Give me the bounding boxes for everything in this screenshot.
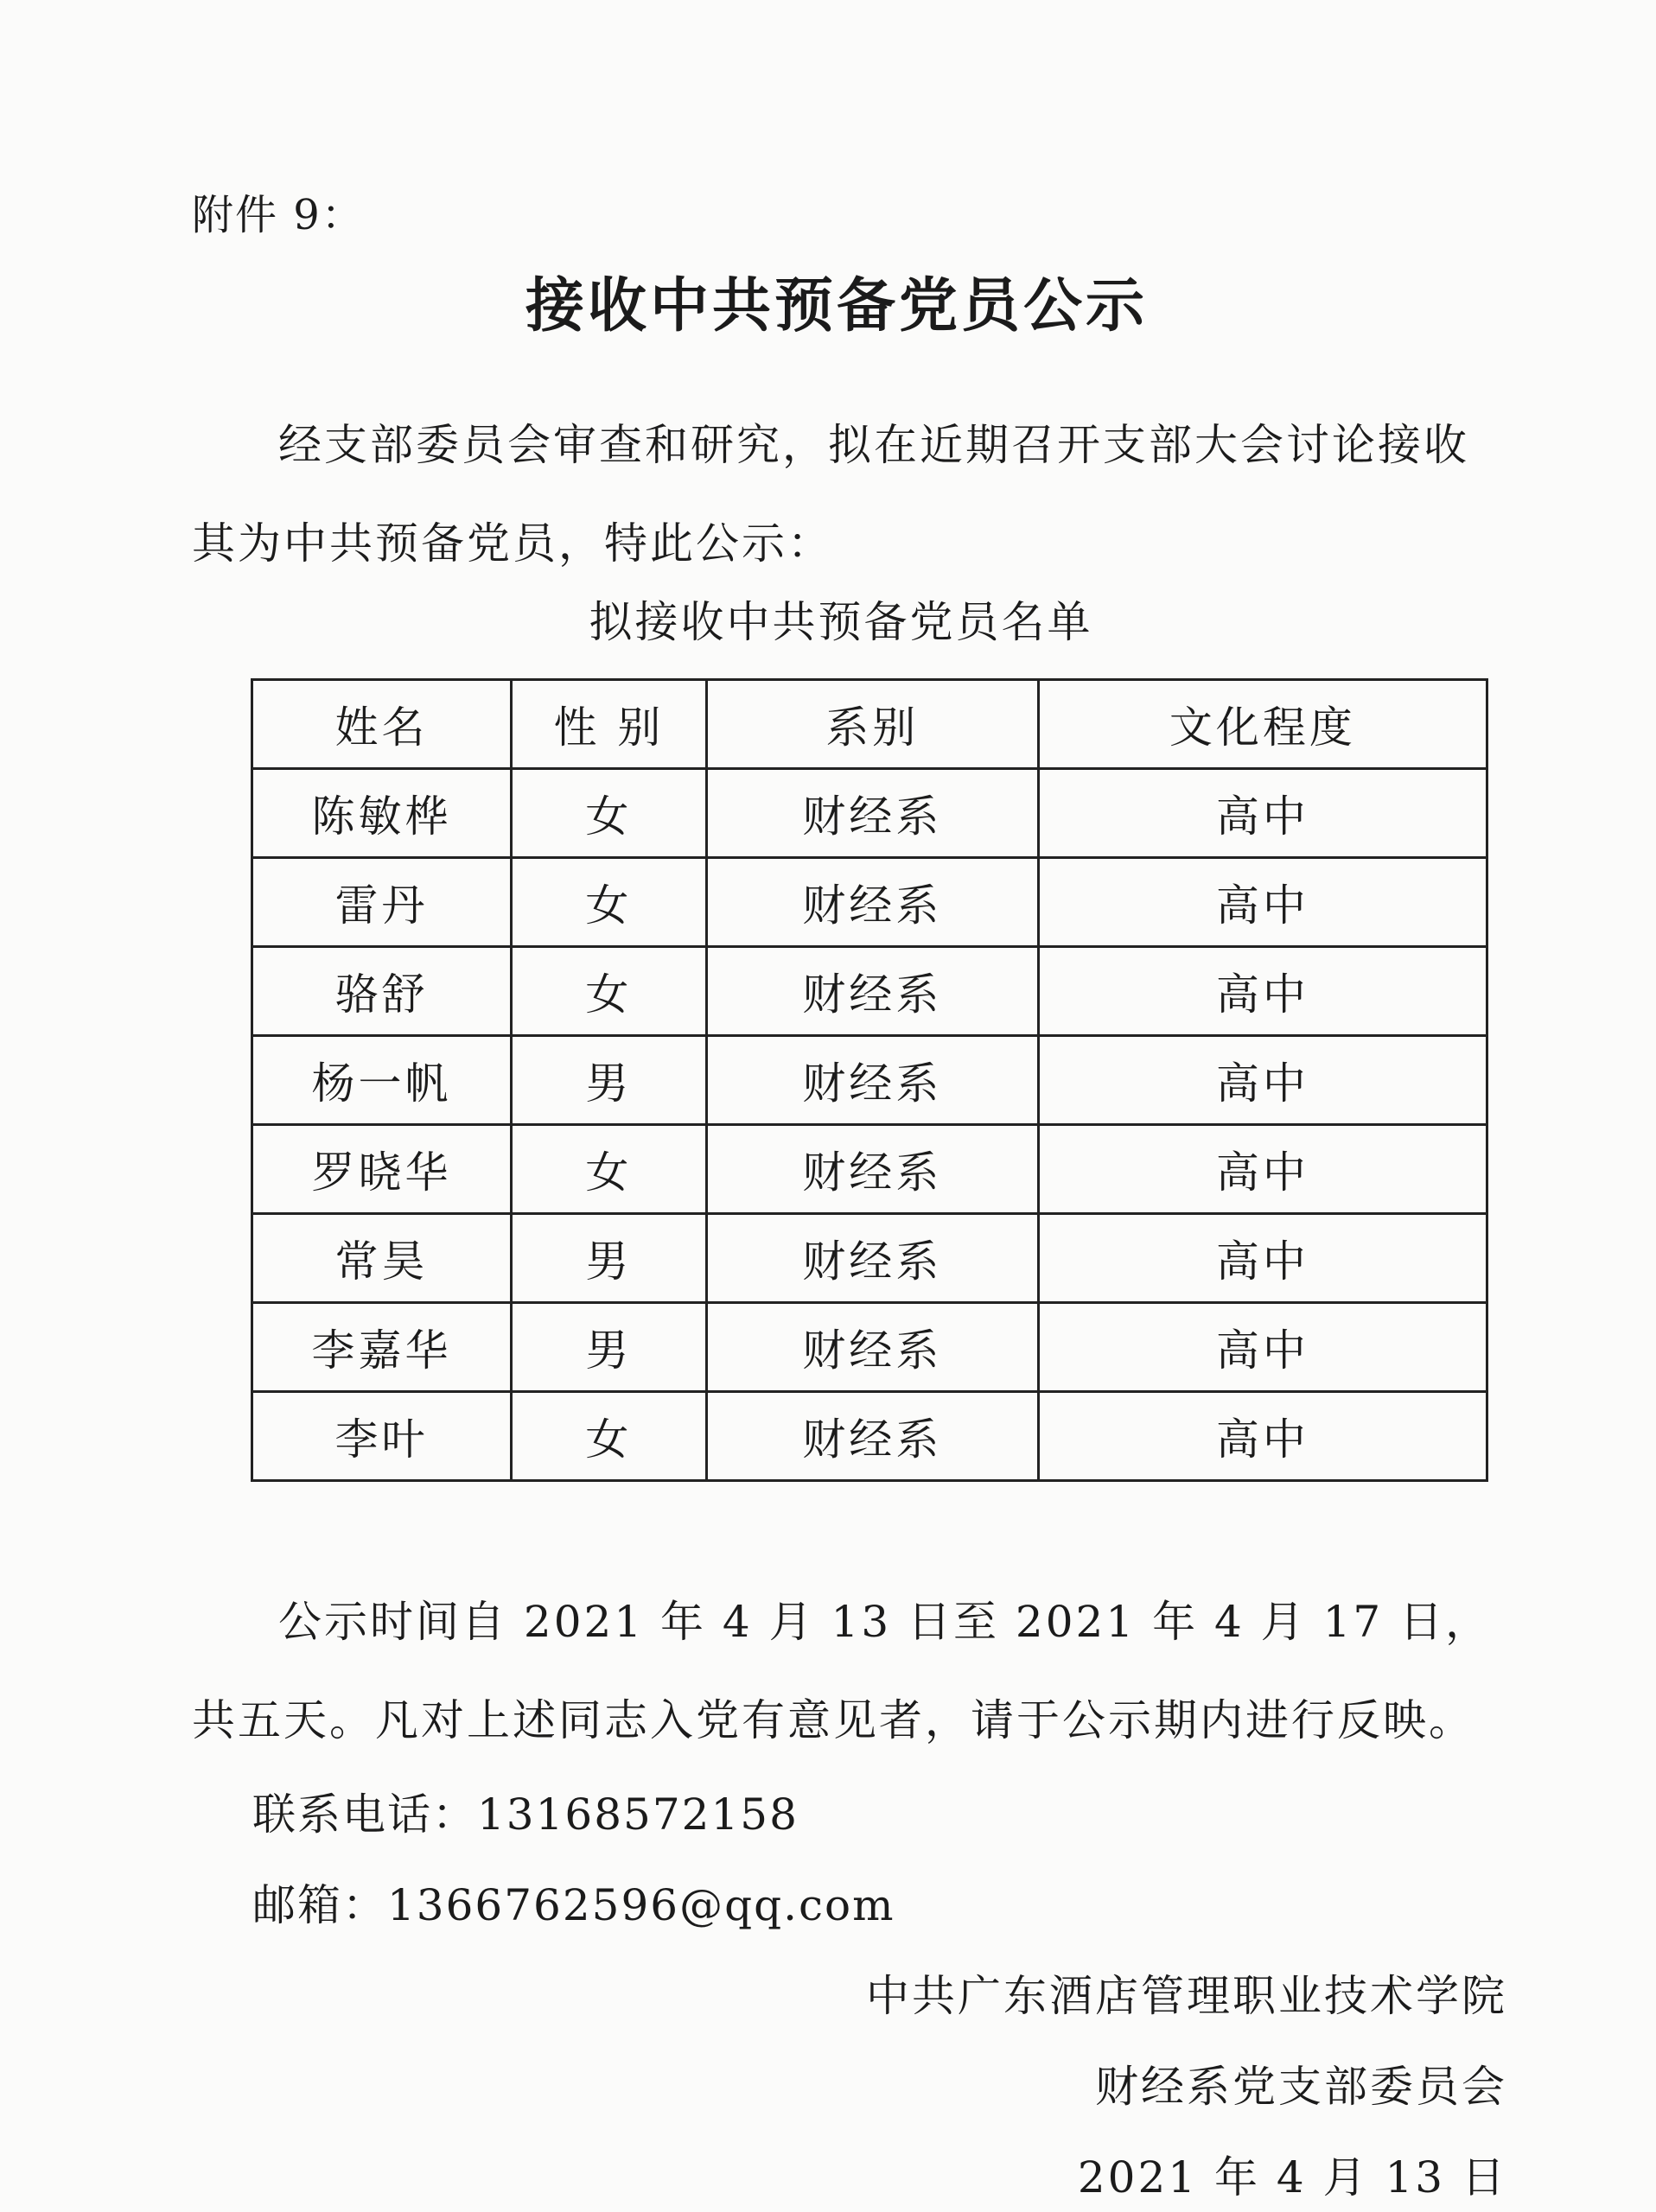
cell-gender: 女 [511, 858, 706, 947]
cell-department: 财经系 [706, 947, 1038, 1036]
table-row [252, 769, 1487, 858]
phone-label: 联系电话： [252, 1789, 477, 1840]
signature-date: 2021 年 4 月 13 日 [1077, 2152, 1507, 2202]
table-row [252, 1214, 1487, 1303]
table-row [252, 1125, 1487, 1214]
intro-text: 经支部委员会审查和研究，拟在近期召开支部大会讨论接收其为中共预备党员，特此公示： [192, 420, 1469, 569]
contact-email [252, 1871, 895, 1933]
signature-organization: 中共广东酒店管理职业技术学院 [866, 1971, 1507, 2021]
header-department: 系别 [706, 680, 1038, 769]
table-title: 拟接收中共预备党员名单 [589, 597, 1093, 647]
table-row [252, 1036, 1487, 1125]
cell-gender: 男 [511, 1036, 706, 1125]
header-name: 姓名 [252, 680, 512, 769]
cell-gender: 女 [511, 947, 706, 1036]
cell-gender: 女 [511, 1125, 706, 1214]
email-label: 邮箱： [252, 1880, 387, 1930]
cell-gender: 男 [511, 1303, 706, 1392]
notice-paragraph [192, 1573, 1506, 1770]
signature-committee: 财经系党支部委员会 [1095, 2062, 1507, 2112]
cell-name: 常昊 [252, 1214, 512, 1303]
cell-gender: 男 [511, 1214, 706, 1303]
cell-department: 财经系 [706, 769, 1038, 858]
cell-education: 高中 [1038, 1214, 1487, 1303]
table-row [252, 858, 1487, 947]
document-title: 接收中共预备党员公示 [525, 272, 1148, 340]
cell-education: 高中 [1038, 1036, 1487, 1125]
intro-paragraph [192, 396, 1506, 593]
cell-education: 高中 [1038, 1392, 1487, 1481]
cell-department: 财经系 [706, 858, 1038, 947]
cell-education: 高中 [1038, 1125, 1487, 1214]
cell-gender: 女 [511, 1392, 706, 1481]
cell-name: 骆舒 [252, 947, 512, 1036]
table-row [252, 1303, 1487, 1392]
cell-department: 财经系 [706, 1214, 1038, 1303]
table-header-row [252, 680, 1487, 769]
cell-name: 罗晓华 [252, 1125, 512, 1214]
table-row [252, 1392, 1487, 1481]
cell-gender: 女 [511, 769, 706, 858]
cell-education: 高中 [1038, 947, 1487, 1036]
attachment-label: 附件 9： [192, 191, 365, 239]
candidate-table [251, 678, 1488, 1482]
cell-department: 财经系 [706, 1125, 1038, 1214]
cell-name: 雷丹 [252, 858, 512, 947]
cell-name: 杨一帆 [252, 1036, 512, 1125]
header-education: 文化程度 [1038, 680, 1487, 769]
cell-department: 财经系 [706, 1392, 1038, 1481]
cell-education: 高中 [1038, 1303, 1487, 1392]
notice-text: 公示时间自 2021 年 4 月 13 日至 2021 年 4 月 17 日，共五天。凡对上述同志入党有意见者，请于公示期内进行反映。 [192, 1597, 1492, 1745]
cell-name: 李叶 [252, 1392, 512, 1481]
header-gender: 性 别 [511, 680, 706, 769]
cell-education: 高中 [1038, 769, 1487, 858]
phone-number: 13168572158 [477, 1789, 799, 1840]
table-row [252, 947, 1487, 1036]
cell-education: 高中 [1038, 858, 1487, 947]
cell-name: 陈敏桦 [252, 769, 512, 858]
cell-name: 李嘉华 [252, 1303, 512, 1392]
cell-department: 财经系 [706, 1036, 1038, 1125]
contact-phone [252, 1780, 799, 1842]
email-address: 1366762596@qq.com [387, 1880, 895, 1930]
cell-department: 财经系 [706, 1303, 1038, 1392]
